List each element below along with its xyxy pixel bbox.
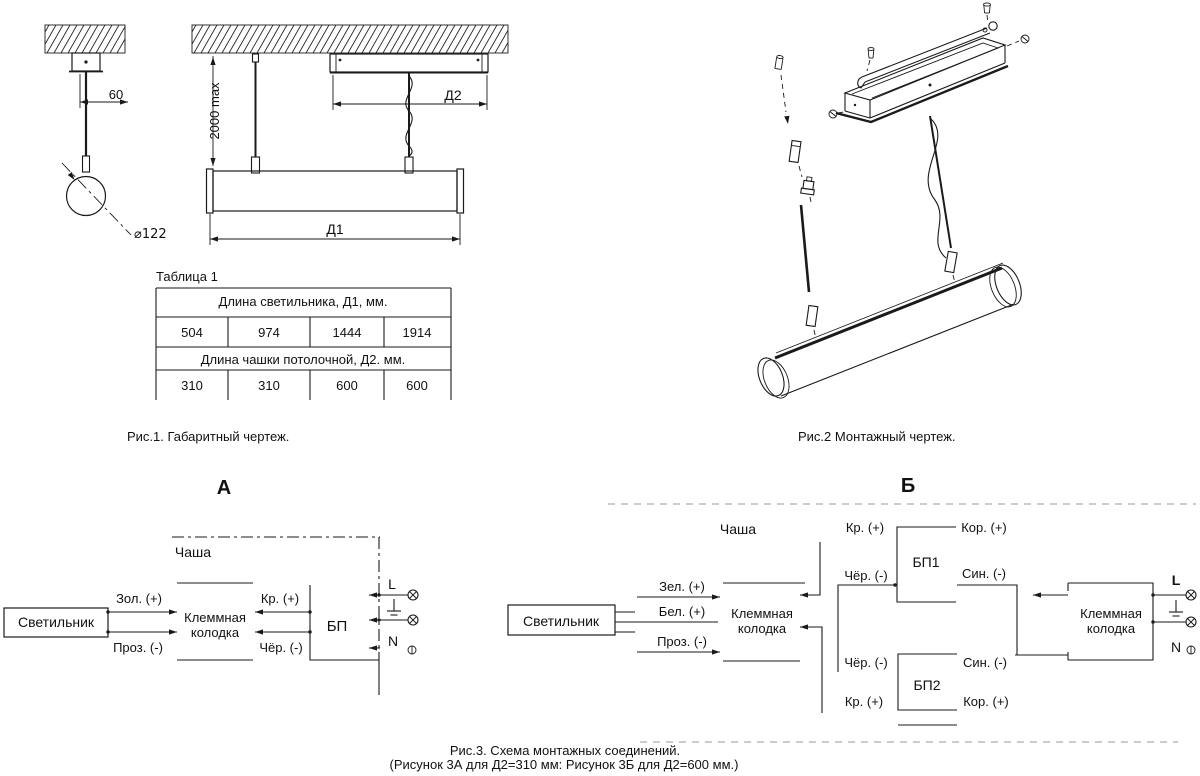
figure1-caption: Рис.1. Габаритный чертеж. xyxy=(127,429,290,444)
terminal-block-right-label1: Клеммная xyxy=(1080,606,1142,621)
ground-symbol xyxy=(387,599,401,615)
figure3-diagram-b xyxy=(508,475,1196,742)
luminaire-label: Светильник xyxy=(17,614,95,630)
table1-header-d2: Длина чашки потолочной, Д2. мм. xyxy=(200,352,406,367)
right-suspension-cable xyxy=(928,116,957,283)
table-cell: 600 xyxy=(336,378,358,393)
table-cell: 504 xyxy=(181,325,203,340)
psu2-wire-blue-label: Син. (-) xyxy=(962,655,1008,670)
ceiling-cup-tray xyxy=(836,38,1008,122)
mains-terminals-b xyxy=(1151,572,1196,655)
neutral-terminal-label-b: N xyxy=(1170,639,1182,655)
table1-header-d1: Длина светильника, Д1, мм. xyxy=(218,294,388,309)
psu1-wire-brown-label: Кор. (+) xyxy=(961,520,1007,535)
dim-60-label: 60 xyxy=(108,87,124,102)
figure2-assembly-drawing xyxy=(753,3,1029,444)
luminaire-tube xyxy=(213,171,457,211)
table-cell: 1914 xyxy=(402,325,432,340)
psu1-label: БП1 xyxy=(912,554,940,570)
dim-diameter-label: ⌀122 xyxy=(134,227,167,242)
table-cell: 1444 xyxy=(332,325,362,340)
table1 xyxy=(156,269,451,400)
figure2-caption: Рис.2 Монтажный чертеж. xyxy=(798,429,956,444)
diagram-a-heading: А xyxy=(216,477,232,499)
terminal-block-b-label1: Клеммная xyxy=(731,606,793,621)
wire-gold-label: Зол. (+) xyxy=(116,591,162,606)
figure3-diagram-a xyxy=(4,477,418,695)
neutral-terminal-label: N xyxy=(387,633,399,649)
terminal-block-right-label2: колодка xyxy=(1086,621,1136,636)
psu1-wire-red-label: Кр. (+) xyxy=(845,520,885,535)
diameter-leader-arrow xyxy=(68,172,75,180)
left-suspension-chain xyxy=(775,55,818,339)
ceiling-hatch-right-lines xyxy=(192,25,508,53)
wire-green-label: Зел. (+) xyxy=(659,579,705,594)
table-cell: 310 xyxy=(258,378,280,393)
psu2-wire-brown-label: Кор. (+) xyxy=(963,694,1009,709)
ceiling-cup xyxy=(330,54,488,72)
line-terminal-label-b: L xyxy=(1171,572,1181,588)
mounting-screws xyxy=(829,3,1029,118)
psu2-wire-black-label: Чёр. (-) xyxy=(844,655,888,670)
cup-label-b: Чаша xyxy=(719,521,757,537)
dim-d2-label: Д2 xyxy=(444,87,462,103)
figure3-caption-line2: (Рисунок 3А для Д2=310 мм: Рисунок 3Б для Д2=600 мм.) xyxy=(389,757,739,772)
terminal-block-label2: колодка xyxy=(190,625,240,640)
psu1-wire-blue-label: Син. (-) xyxy=(961,566,1007,581)
figure3-caption-line1: Рис.3. Схема монтажных соединений. xyxy=(449,743,681,758)
psu1-wire-black-label: Чёр. (-) xyxy=(844,568,888,583)
table1-title: Таблица 1 xyxy=(156,269,218,284)
pendant-mount-detail xyxy=(62,53,167,242)
terminal-block-label1: Клеммная xyxy=(184,610,246,625)
table-cell: 974 xyxy=(258,325,280,340)
line-terminal-label: L xyxy=(388,576,396,592)
wire-red-label: Кр. (+) xyxy=(260,591,300,606)
wire-transparent-label-b: Проз. (-) xyxy=(657,634,707,649)
luminaire-tube-3d xyxy=(753,261,1027,402)
psu2-label: БП2 xyxy=(913,677,941,693)
dim-2000-label: 2000 max xyxy=(207,82,222,140)
ground-symbol-b xyxy=(1169,600,1183,616)
cup-label: Чаша xyxy=(174,544,212,560)
mains-terminals-a xyxy=(369,576,418,654)
psu2-wire-red-label: Кр. (+) xyxy=(844,694,884,709)
dim-d1-label: Д1 xyxy=(326,221,344,237)
pendant-ball xyxy=(67,177,106,216)
wire-white-label: Бел. (+) xyxy=(658,604,706,619)
ceiling-hatch-left-lines xyxy=(45,25,125,53)
wire-black-label: Чёр. (-) xyxy=(259,640,303,655)
suspended-luminaire-detail xyxy=(207,54,489,245)
diagram-b-heading: Б xyxy=(900,475,916,497)
table-cell: 310 xyxy=(181,378,203,393)
table-cell: 600 xyxy=(406,378,428,393)
psu-label: БП xyxy=(326,618,348,635)
luminaire-label-b: Светильник xyxy=(522,613,600,629)
terminal-block-b-label2: колодка xyxy=(737,621,787,636)
ceiling-hatch-left xyxy=(45,25,125,53)
wire-transparent-label: Проз. (-) xyxy=(113,640,163,655)
